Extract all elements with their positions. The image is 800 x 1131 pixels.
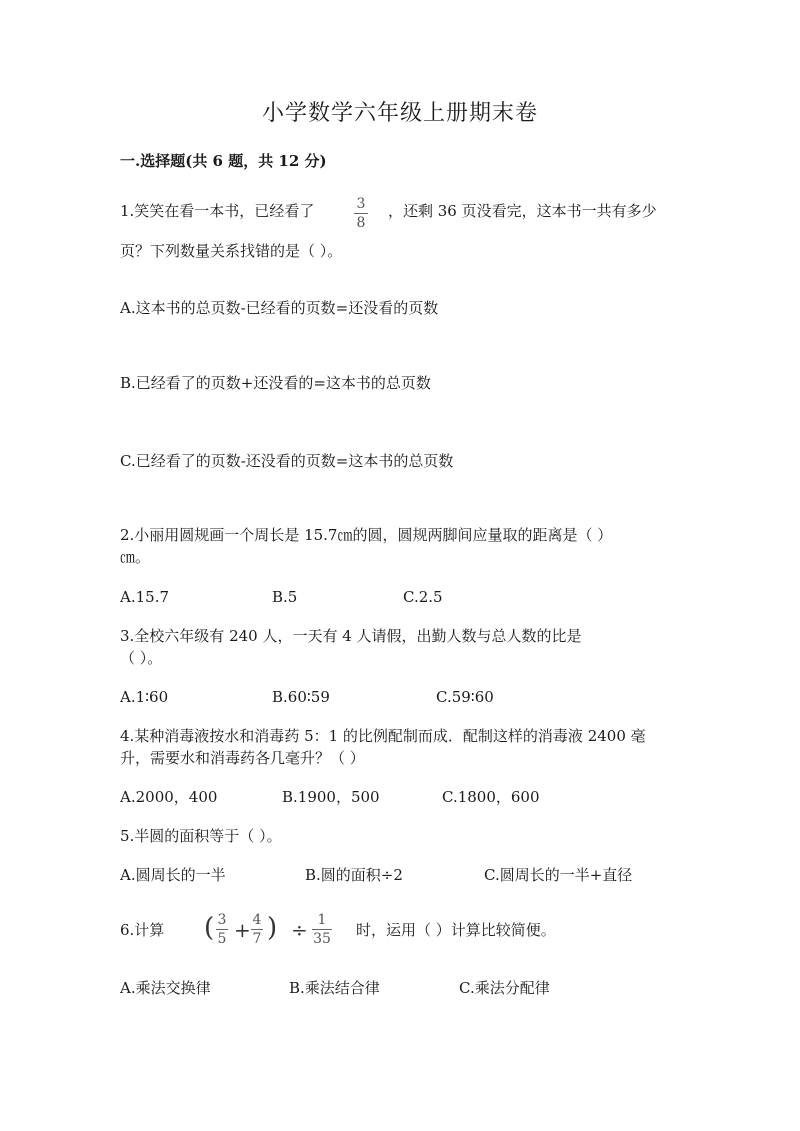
question-3-text-line1: 3.全校六年级有 240 人，一天有 4 人请假，出勤人数与总人数的比是 xyxy=(120,627,582,645)
page-title: 小学数学六年级上册期末卷 xyxy=(261,101,538,126)
question-1-fraction xyxy=(354,196,368,231)
question-1-text-a: 1.笑笑在看一本书，已经看了 xyxy=(120,202,315,220)
fraction-numerator: 3 xyxy=(217,912,227,928)
fraction-denominator: 35 xyxy=(313,931,331,947)
fraction-denominator: 7 xyxy=(252,931,262,947)
question-1-text-line2: 页？下列数量关系找错的是（ ）。 xyxy=(120,242,343,260)
fraction-denominator: 5 xyxy=(217,931,227,947)
divide-sign: ÷ xyxy=(291,918,308,942)
question-1-option-b: B.已经看了的页数+还没看的=这本书的总页数 xyxy=(120,374,431,392)
question-2-option-c: C.2.5 xyxy=(403,588,443,606)
fraction-bar xyxy=(312,929,332,930)
question-6-fraction-1 xyxy=(216,912,228,947)
question-6-text-b: 时，运用（ ）计算比较简便。 xyxy=(356,921,556,939)
question-4-option-b: B.1900，500 xyxy=(282,788,380,806)
plus-sign: + xyxy=(234,918,251,942)
fraction-bar xyxy=(354,213,368,214)
question-3-option-c: C.59∶60 xyxy=(436,688,494,706)
question-6-option-b: B.乘法结合律 xyxy=(289,979,380,997)
question-6-option-a: A.乘法交换律 xyxy=(120,979,211,997)
question-5-option-a: A.圆周长的一半 xyxy=(120,866,226,884)
question-2-text-line2: ㎝。 xyxy=(120,548,151,566)
fraction-bar xyxy=(216,929,228,930)
open-paren: ( xyxy=(204,913,215,943)
fraction-numerator: 1 xyxy=(317,912,327,928)
question-1-text-b: ，还剩 36 页没看完，这本书一共有多少 xyxy=(388,202,657,220)
question-4-option-c: C.1800，600 xyxy=(442,788,540,806)
fraction-bar xyxy=(251,929,263,930)
question-6-fraction-2 xyxy=(251,912,263,947)
question-1-option-c: C.已经看了的页数-还没看的页数=这本书的总页数 xyxy=(120,452,454,470)
fraction-numerator: 3 xyxy=(356,196,366,212)
close-paren: ) xyxy=(267,913,278,943)
question-4-text-line1: 4.某种消毒液按水和消毒药 5：1 的比例配制而成．配制这样的消毒液 2400 毫 xyxy=(120,727,646,745)
question-5-text: 5.半圆的面积等于（ ）。 xyxy=(120,827,282,845)
section-heading: 一.选择题(共 6 题，共 12 分) xyxy=(120,152,327,170)
question-6-fraction-3 xyxy=(312,912,332,947)
question-5-option-b: B.圆的面积÷2 xyxy=(305,866,403,884)
question-2-option-b: B.5 xyxy=(272,588,298,606)
question-5-option-c: C.圆周长的一半+直径 xyxy=(484,866,633,884)
question-2-text-line1: 2.小丽用圆规画一个周长是 15.7㎝的圆，圆规两脚间应量取的距离是（ ） xyxy=(120,526,613,544)
question-6-text-a: 6.计算 xyxy=(120,921,165,939)
question-3-option-a: A.1∶60 xyxy=(120,688,169,706)
fraction-denominator: 8 xyxy=(356,215,366,231)
question-2-option-a: A.15.7 xyxy=(120,588,169,606)
question-1-option-a: A.这本书的总页数-已经看的页数=还没看的页数 xyxy=(120,299,439,317)
question-3-option-b: B.60∶59 xyxy=(272,688,330,706)
question-4-text-line2: 升，需要水和消毒药各几毫升？（ ） xyxy=(120,749,365,767)
question-6-option-c: C.乘法分配律 xyxy=(459,979,550,997)
fraction-numerator: 4 xyxy=(252,912,262,928)
question-4-option-a: A.2000，400 xyxy=(120,788,218,806)
question-3-text-line2: （ ）。 xyxy=(120,649,163,667)
